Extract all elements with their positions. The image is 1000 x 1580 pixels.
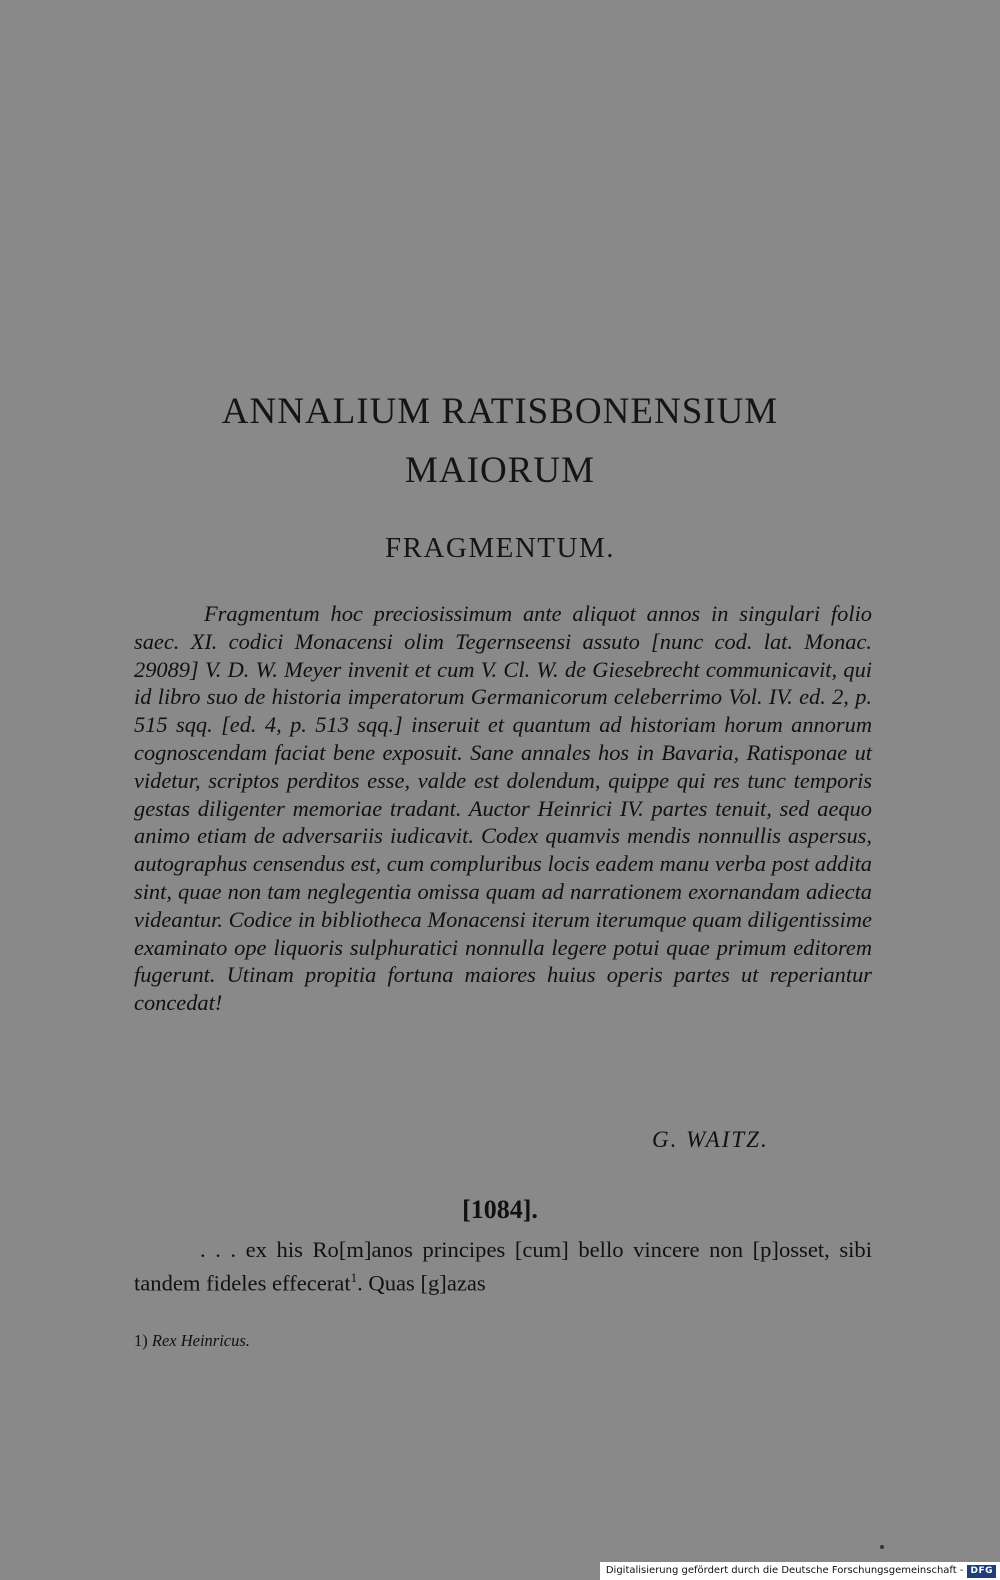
digitization-text: Digitalisierung gefördert durch die Deutsche Forschungsgemeinschaft - [605,1565,964,1576]
dfg-logo-icon: DFG [967,1565,996,1578]
footnote-ref[interactable]: 1 [350,1270,358,1285]
editor-signature: G. WAITZ. [652,1127,769,1152]
footnote-text: Rex Heinricus. [151,1331,250,1350]
title-line-2: MAIORUM [405,450,595,491]
subtitle: FRAGMENTUM. [385,532,615,564]
annal-text [134,1236,872,1298]
annal-text-continued: . Quas [g]azas [357,1270,486,1296]
year-heading: [1084]. [462,1195,538,1224]
footnote-number: 1) [134,1331,148,1350]
footnote [134,1331,250,1351]
digitization-notice [600,1562,1000,1580]
scan-speck [880,1545,884,1549]
title-line-1: ANNALIUM RATISBONENSIUM [221,391,779,432]
annal-text-main: . . . ex his Ro[m]anos principes [cum] bello vincere non [p]osset, sibi tandem fideles effecerat [134,1237,872,1296]
intro-paragraph: Fragmentum hoc preciosissimum ante aliquot annos in singulari folio saec. XI. codici Monacensi olim Tegernseensi assuto [nunc cod. lat. Monac. 29089] V. D. W. Meyer invenit et cum V. Cl. W. de Giesebrecht communicavit, qui id libro suo de historia imperatorum Germanicorum celeberrimo Vol. IV. ed. 2, p. 515 sqq. [ed. 4, p. 513 sqq.] inseruit et quantum ad historiam horum annorum cognoscendam faciat bene exposuit. Sane annales hos in Bavaria, Ratisponae ut videtur, scriptos perditos esse, valde est dolendum, quippe qui res tunc temporis gestas diligenter memoriae tradant. Auctor Heinrici IV. partes tenuit, sed aequo animo etiam de adversariis iudicavit. Codex quamvis mendis nonnullis aspersus, autographus censendus est, cum compluribus locis eadem manu verba post addita sint, quae non tam neglegentia omissa quam ad narrationem exornandam adiecta videantur. Codice in bibliotheca Monacensi iterum iterumque quam diligentissime examinato ope liquoris sulphuratici nonnulla legere potui quae primum editorem fugerunt. Utinam propitia fortuna maiores huius operis partes ut reperiantur concedat! [134,601,872,1016]
